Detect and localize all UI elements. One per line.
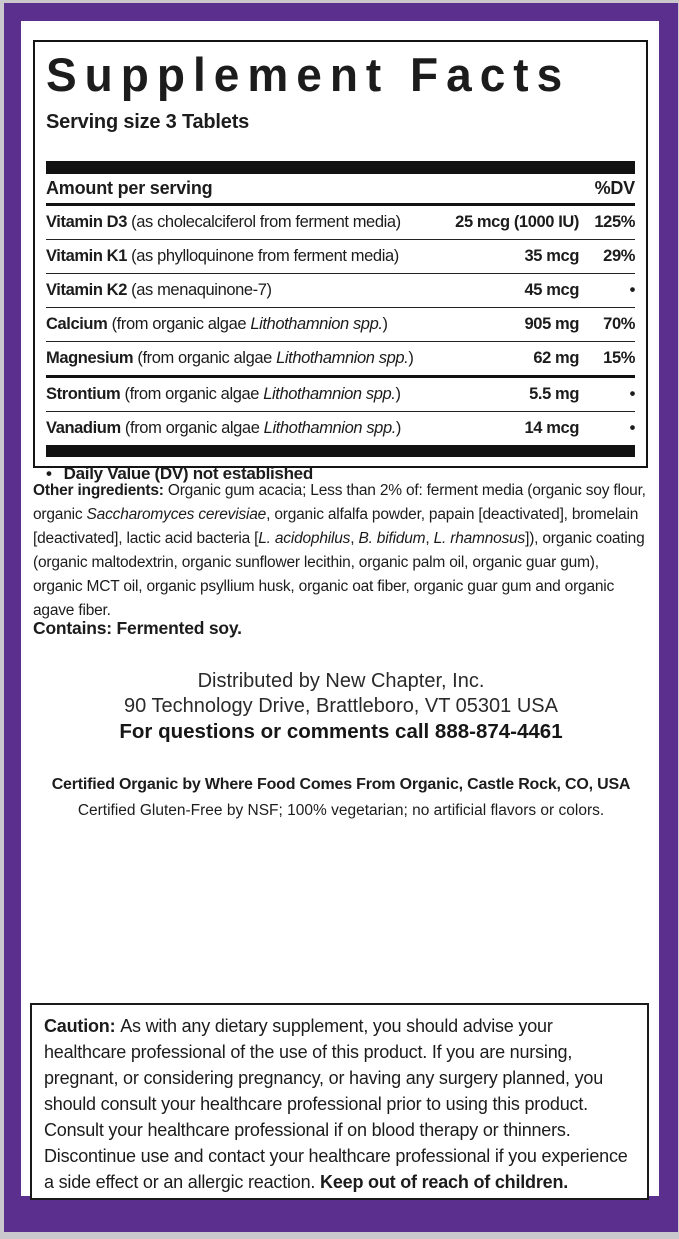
nutrient-name: Vitamin K2 (as menaquinone-7): [46, 280, 272, 299]
table-row-vitamin-k1: [46, 240, 635, 274]
nutrient-amount: 45 mcg: [524, 280, 579, 299]
distributor-phone-line: For questions or comments call 888-874-4461: [119, 720, 563, 743]
certifications-block: [33, 772, 649, 824]
nutrient-amount: 62 mg: [533, 348, 579, 367]
nutrient-name: Magnesium (from organic algae Lithothamnion spp.): [46, 348, 414, 367]
nutrient-name: Vanadium (from organic algae Lithothamnion spp.): [46, 418, 402, 437]
nutrient-amount: 25 mcg (1000 IU): [455, 212, 579, 231]
nutrient-dv: •: [629, 384, 635, 403]
caution-box: [30, 1003, 649, 1200]
caution-text: Caution: As with any dietary supplement, you should advise your healthcare professional of the use of this product. If you are nursing, pregnant, or considering pregnancy, or having any surgery planned, you should consult your healthcare professional prior to using this product. Consult your healthcare professional if on blood therapy or thinners. Discontinue use and contact your healthcare professional if you experience a side effect or an allergic reaction. Keep out of reach of children.: [44, 1016, 628, 1192]
nutrient-amount: 5.5 mg: [529, 384, 579, 403]
distributor-block: [33, 669, 649, 744]
nutrient-dv: 15%: [603, 348, 635, 367]
footnote-text: Daily Value (DV) not established: [63, 463, 313, 483]
other-ingredients-text: Other ingredients: Organic gum acacia; Less than 2% of: ferment media (organic soy flour, organic Saccharomyces cerevisiae, organic alfalfa powder, papain [deactivated], bromelain [deactivated], lactic acid bacteria [L. acidophilus, B. bifidum, L. rhamnosus]), organic coating (organic maltodextrin, organic sunflower lecithin, organic palm oil, organic guar gum), organic MCT oil, organic psyllium husk, organic oat fiber, organic guar gum and organic agave fiber.: [33, 482, 646, 619]
table-row-calcium: [46, 308, 635, 342]
table-row-vitamin-k2: [46, 274, 635, 308]
nutrient-amount: 35 mcg: [524, 246, 579, 265]
serving-size: Serving size 3 Tablets: [46, 110, 250, 133]
nutrient-name: Vitamin K1 (as phylloquinone from ferment media): [46, 246, 399, 265]
nutrient-name: Calcium (from organic algae Lithothamnion spp.): [46, 314, 388, 333]
distributor-line-2: 90 Technology Drive, Brattleboro, VT 05301 USA: [124, 695, 558, 717]
nutrient-name: Strontium (from organic algae Lithothamnion spp.): [46, 384, 401, 403]
table-row-vanadium: [46, 412, 635, 445]
table-row-strontium: [46, 378, 635, 412]
nutrient-dv: 125%: [594, 212, 635, 231]
footnote-bullet: •: [46, 463, 52, 483]
nutrient-dv: •: [629, 280, 635, 299]
contains-statement: Contains: Fermented soy.: [33, 618, 242, 638]
nutrient-amount: 14 mcg: [524, 418, 579, 437]
nutrient-dv: •: [629, 418, 635, 437]
panel-title: Supplement Facts: [46, 47, 571, 101]
table-row-vitamin-d3: [46, 206, 635, 240]
thick-divider-top: [46, 161, 635, 174]
nutrient-name: Vitamin D3 (as cholecalciferol from ferment media): [46, 212, 401, 231]
table-row-magnesium: [46, 342, 635, 378]
amount-per-serving-header: Amount per serving: [46, 177, 213, 198]
table-header-row: [46, 174, 635, 206]
supplement-facts-panel: [33, 40, 648, 483]
nutrient-dv: 70%: [603, 314, 635, 333]
thick-divider-bottom: [46, 445, 635, 457]
certification-organic: Certified Organic by Where Food Comes From Organic, Castle Rock, CO, USA: [51, 776, 631, 793]
nutrient-dv: 29%: [603, 246, 635, 265]
nutrient-amount: 905 mg: [524, 314, 579, 333]
dv-header: %DV: [594, 177, 635, 198]
certification-glutenfree: Certified Gluten-Free by NSF; 100% vegetarian; no artificial flavors or colors.: [77, 802, 605, 819]
distributor-line-1: Distributed by New Chapter, Inc.: [197, 670, 485, 692]
